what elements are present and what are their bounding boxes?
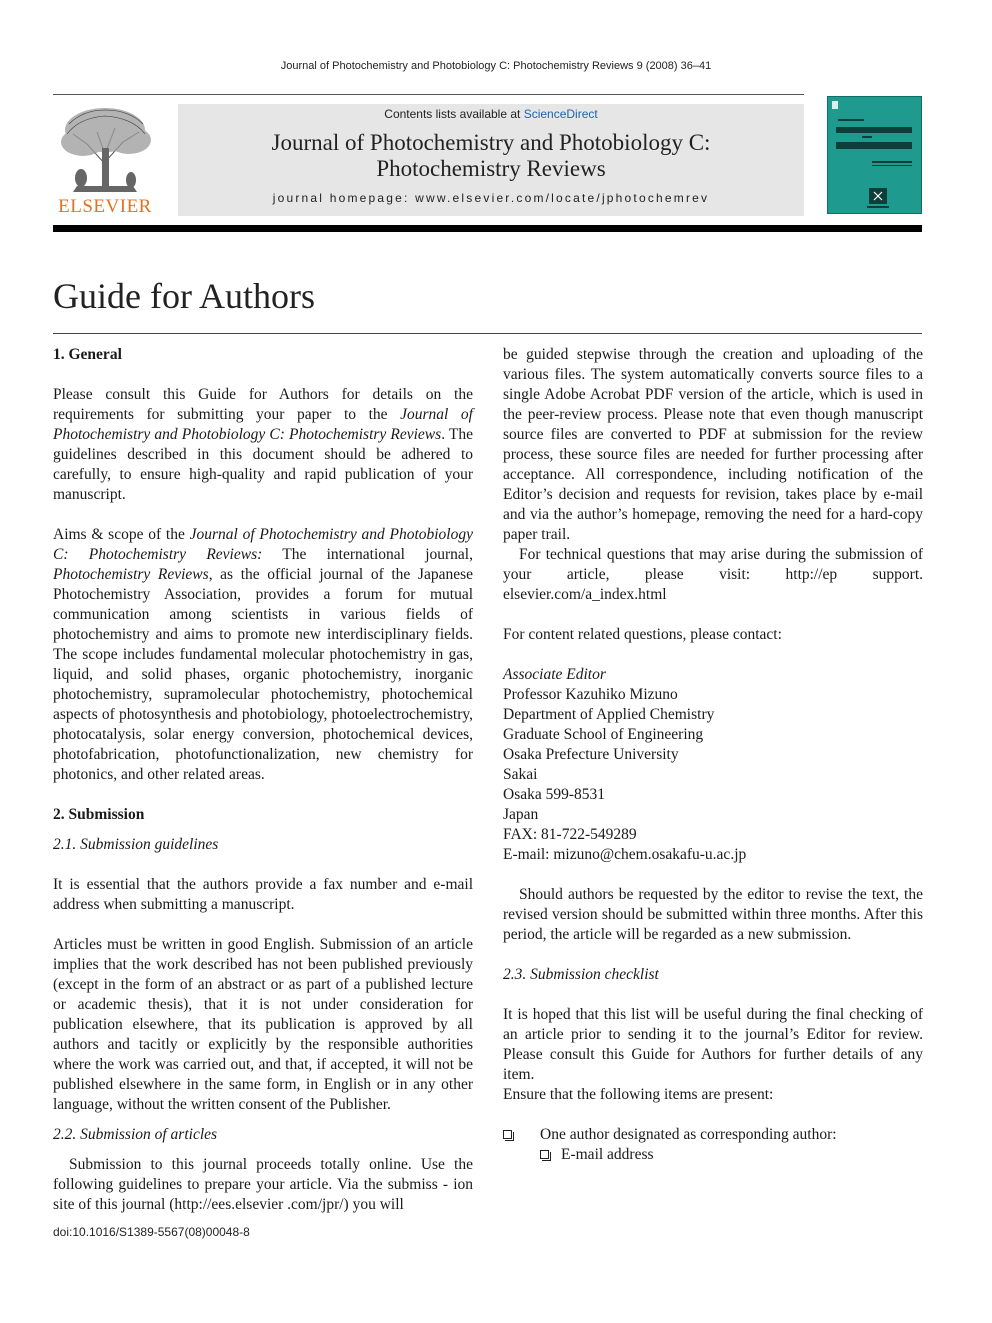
text-run: . The guidelines described in this document should be adhered to carefully, to ensure high-quality and rapid publication of your manuscript. [53, 426, 473, 503]
page-title: Guide for Authors [53, 276, 315, 316]
editor-address [503, 665, 923, 865]
paragraph: Submission to this journal proceeds totally online. Use the following guidelines to prepare your article. Via the submiss - ion site of this journal (http://ees.elsevier .com/jpr/) you will [53, 1156, 473, 1213]
address-line: Osaka 599-8531 [503, 786, 606, 803]
text-run: Aims & scope of the [53, 526, 190, 543]
section-heading-submission: 2. Submission [53, 806, 145, 823]
address-line: Japan [503, 806, 539, 823]
checkbox-icon [503, 1130, 512, 1139]
masthead-rule [53, 225, 922, 232]
contents-prefix: Contents lists available at [384, 107, 524, 121]
address-line: Department of Applied Chemistry [503, 706, 715, 723]
right-column [503, 345, 923, 1165]
running-header: Journal of Photochemistry and Photobiology C: Photochemistry Reviews 9 (2008) 36–41 [280, 60, 712, 72]
paragraph: Ensure that the following items are present: [503, 1086, 774, 1103]
journal-title-line1: Journal of Photochemistry and Photobiology C: [271, 130, 711, 155]
paragraph: Should authors be requested by the editor to revise the text, the revised version should be submitted within three months. After this period, the article will be regarded as a new submission. [503, 886, 923, 943]
doi[interactable]: doi:10.1016/S1389-5567(08)00048-8 [53, 1225, 250, 1239]
address-line: FAX: 81-722-549289 [503, 826, 637, 843]
paragraph: Articles must be written in good English. Submission of an article implies that the work described has not been published previously (except in the form of an abstract or as part of a published lecture or academic thesis), that it is not under consideration for publication elsewhere, that its publication is approved by all authors and tacitly or explicitly by the responsible authorities where the work was carried out, and that, if accepted, it will not be published elsewhere in the same form, in English or in any other language, without the written consent of the Publisher. [53, 936, 473, 1113]
header-rule [53, 94, 804, 95]
address-line: Sakai [503, 766, 538, 783]
text-run: , as the official journal of the Japanese Photochemistry Association, provides a forum for mutual communication among scientists in various fields of photochemistry and aims to promote new interdisciplinary fields. The scope includes fundamental molecular photochemistry in gas, liquid, and solid phases, organic photochemistry, inorganic photochemistry, supramolecular photochemistry, photochemical aspects of photosynthesis and photobiology, photoelectrochemistry, photocatalysis, solar energy conversion, photochemical devices, photofabrication, photofunctionalization, new chemistry for photonics, and other related areas. [53, 566, 473, 783]
journal-title [178, 130, 804, 182]
journal-title-line2: Photochemistry Reviews [376, 156, 606, 181]
journal-homepage[interactable]: journal homepage: www.elsevier.com/locate/jphotochemrev [272, 191, 710, 205]
text-run: The international journal, [262, 546, 473, 563]
subsection-heading: 2.1. Submission guidelines [53, 836, 219, 853]
paragraph: It is essential that the authors provide a fax number and e-mail address when submitting a manuscript. [53, 876, 473, 913]
section-heading-general: 1. General [53, 346, 122, 363]
submission-checklist [503, 1125, 923, 1165]
editor-role: Associate Editor [503, 666, 606, 683]
checklist-item-label: One author designated as corresponding author: [540, 1126, 837, 1143]
contents-line [178, 107, 804, 121]
sciencedirect-link[interactable]: ScienceDirect [523, 107, 598, 121]
journal-masthead [178, 104, 804, 216]
checklist-item [503, 1125, 923, 1145]
left-column [53, 345, 473, 1215]
paragraph: For content related questions, please contact: [503, 626, 782, 643]
journal-cover-icon [827, 96, 922, 214]
address-line: E-mail: mizuno@chem.osakafu-u.ac.jp [503, 846, 747, 863]
paragraph: be guided stepwise through the creation and uploading of the various files. The system automatically converts source files to a single Adobe Acrobat PDF version of the article, which is used in the peer-review process. Please note that even though manuscript source files are converted to PDF at submission for the review process, these source files are needed for further processing after acceptance. All correspondence, including notification of the Editor’s decision and requests for revision, takes place by e-mail and via the author’s homepage, removing the need for a hard-copy paper trail. [503, 346, 923, 543]
title-rule [53, 333, 922, 334]
publisher-logo-text: ELSEVIER [58, 196, 152, 217]
checklist-item-label: E-mail address [561, 1146, 654, 1163]
checkbox-icon [540, 1150, 549, 1159]
address-line: Professor Kazuhiko Mizuno [503, 686, 678, 703]
journal-name-italic: Journal of Photochemistry and Photobiology C: Photochemistry Reviews: [53, 526, 473, 563]
subsection-heading: 2.3. Submission checklist [503, 966, 659, 983]
subsection-heading: 2.2. Submission of articles [53, 1126, 218, 1143]
checklist-subitem [503, 1145, 923, 1165]
paragraph: It is hoped that this list will be useful during the final checking of an article prior to sending it to the journal’s Editor for review. Please consult this Guide for Authors for further details of any item. [503, 1006, 923, 1083]
journal-name-italic: Journal of Photochemistry and Photobiology C: Photochemistry Reviews [53, 406, 473, 443]
address-line: Osaka Prefecture University [503, 746, 679, 763]
paragraph [53, 385, 473, 505]
address-line: Graduate School of Engineering [503, 726, 704, 743]
paragraph [53, 525, 473, 785]
text-run: Please consult this Guide for Authors for details on the requirements for submitting your paper to the [53, 386, 473, 423]
journal-name-italic: Photochemistry Reviews [53, 566, 209, 583]
paragraph: For technical questions that may arise during the submission of your article, please visit: http://ep support. elsevier.com/a_index.html [503, 546, 923, 603]
